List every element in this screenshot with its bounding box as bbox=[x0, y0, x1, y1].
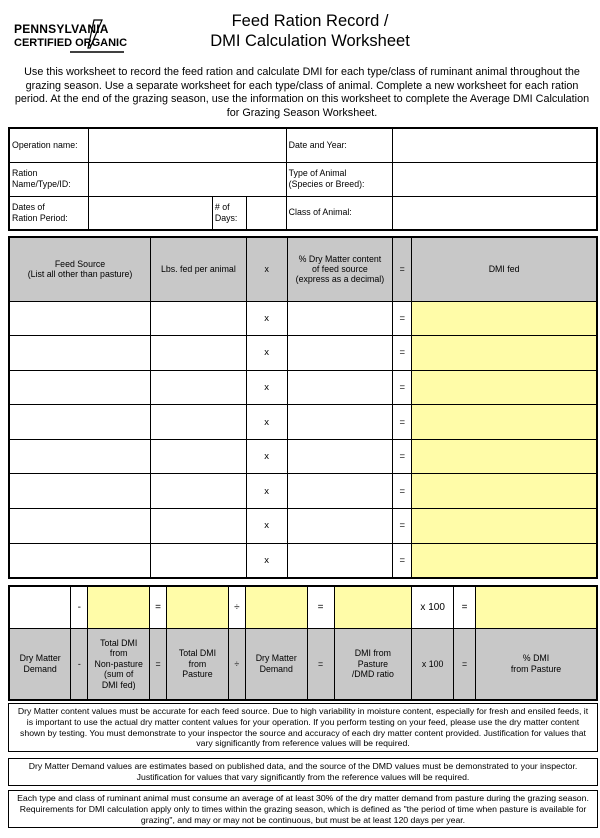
lbs-fed-cell[interactable] bbox=[151, 301, 247, 336]
nonpasture-l5: DMI fed) bbox=[101, 679, 136, 690]
ratio-label bbox=[334, 628, 412, 700]
minus-label: - bbox=[71, 628, 88, 700]
equals-sign: = bbox=[393, 474, 412, 509]
pasture-label bbox=[167, 628, 229, 700]
dry-matter-demand-2-input[interactable] bbox=[245, 586, 307, 628]
feed-source-cell[interactable] bbox=[9, 336, 151, 371]
dmi-fed-cell[interactable] bbox=[412, 370, 597, 405]
dry-matter-cell[interactable] bbox=[287, 439, 393, 474]
ration-label-l1: Ration bbox=[12, 168, 38, 178]
ratio-l2: Pasture bbox=[357, 658, 389, 669]
calc-input-row bbox=[9, 586, 597, 628]
dmi-calculation-table bbox=[8, 585, 598, 701]
dmd2-l2: Demand bbox=[259, 663, 293, 674]
lbs-fed-cell[interactable] bbox=[151, 509, 247, 544]
equals-sign: = bbox=[393, 370, 412, 405]
pennsylvania-certified-organic-logo bbox=[8, 18, 132, 58]
equals-sign: = bbox=[393, 405, 412, 440]
pct-l2: from Pasture bbox=[510, 663, 562, 674]
feed-row bbox=[9, 336, 597, 371]
equals-sign: = bbox=[393, 336, 412, 371]
dry-matter-cell[interactable] bbox=[287, 543, 393, 578]
lbs-fed-cell[interactable] bbox=[151, 405, 247, 440]
feed-source-cell[interactable] bbox=[9, 301, 151, 336]
feed-row bbox=[9, 405, 597, 440]
operation-name-label: Operation name: bbox=[9, 128, 89, 162]
times-sign: x bbox=[246, 301, 287, 336]
dates-label-l2: Ration Period: bbox=[12, 212, 68, 223]
feed-row bbox=[9, 509, 597, 544]
col-equals: = bbox=[393, 237, 412, 301]
feed-source-cell[interactable] bbox=[9, 405, 151, 440]
col-times: x bbox=[246, 237, 287, 301]
feed-row bbox=[9, 370, 597, 405]
equals-sign: = bbox=[393, 439, 412, 474]
dmd2-label bbox=[245, 628, 307, 700]
pasture-l3: Pasture bbox=[182, 669, 213, 679]
times-100-label: x 100 bbox=[412, 628, 454, 700]
lbs-fed-cell[interactable] bbox=[151, 474, 247, 509]
times-sign: x bbox=[246, 474, 287, 509]
equals-label-2: = bbox=[307, 628, 334, 700]
lbs-fed-cell[interactable] bbox=[151, 439, 247, 474]
times-100-sign: x 100 bbox=[412, 586, 454, 628]
times-sign: x bbox=[246, 509, 287, 544]
feed-row bbox=[9, 543, 597, 578]
dry-matter-demand-input[interactable] bbox=[9, 586, 71, 628]
feed-row bbox=[9, 301, 597, 336]
equals-sign-1: = bbox=[150, 586, 167, 628]
logo-line-2: CERTIFIED ORGANIC bbox=[14, 37, 128, 49]
date-year-field[interactable] bbox=[393, 128, 597, 162]
operation-name-field[interactable] bbox=[89, 128, 286, 162]
dmi-fed-cell[interactable] bbox=[412, 474, 597, 509]
dry-matter-cell[interactable] bbox=[287, 509, 393, 544]
feed-table-header bbox=[9, 237, 597, 301]
animal-type-label-l1: Type of Animal bbox=[288, 168, 347, 178]
dmi-pasture-ratio-input[interactable] bbox=[334, 586, 412, 628]
feed-source-cell[interactable] bbox=[9, 370, 151, 405]
equals-label-3: = bbox=[454, 628, 476, 700]
dmi-fed-cell[interactable] bbox=[412, 405, 597, 440]
equals-sign: = bbox=[393, 543, 412, 578]
col-dry-matter bbox=[287, 237, 393, 301]
equals-sign-2: = bbox=[307, 586, 334, 628]
ratio-l3: /DMD ratio bbox=[351, 669, 394, 679]
animal-type-label-l2: (Species or Breed): bbox=[288, 179, 365, 189]
col-feed-source-sub: (List all other than pasture) bbox=[27, 269, 133, 280]
animal-type-label bbox=[286, 162, 393, 196]
dry-matter-cell[interactable] bbox=[287, 370, 393, 405]
feed-source-cell[interactable] bbox=[9, 543, 151, 578]
feed-row bbox=[9, 439, 597, 474]
divide-sign: ÷ bbox=[228, 586, 245, 628]
dmi-fed-cell[interactable] bbox=[412, 543, 597, 578]
dmi-fed-cell[interactable] bbox=[412, 509, 597, 544]
col-dm-l2: of feed source bbox=[312, 264, 368, 275]
lbs-fed-cell[interactable] bbox=[151, 543, 247, 578]
equals-sign: = bbox=[393, 509, 412, 544]
dmi-fed-cell[interactable] bbox=[412, 336, 597, 371]
times-sign: x bbox=[246, 405, 287, 440]
days-label-l1: # of bbox=[214, 201, 230, 212]
title-line-1: Feed Ration Record / bbox=[231, 12, 389, 30]
title-line-2: DMI Calculation Worksheet bbox=[210, 32, 410, 50]
animal-type-field[interactable] bbox=[393, 162, 597, 196]
total-dmi-pasture-input[interactable] bbox=[167, 586, 229, 628]
dates-label-l1: Dates of bbox=[12, 201, 45, 212]
ration-label bbox=[9, 162, 89, 196]
nonpasture-l1: Total DMI bbox=[100, 637, 138, 648]
dmd-label bbox=[9, 628, 71, 700]
col-dmi-fed: DMI fed bbox=[412, 237, 597, 301]
logo-line-1: PENNSYLVANIA bbox=[14, 22, 109, 36]
pasture-l2: from bbox=[188, 658, 207, 669]
intro-paragraph: Use this worksheet to record the feed ration and calculate DMI for each type/class of ruminant animal throughout the grazing season. Use a separate worksheet for each type/class of animal. Complete a new worksheet for each ration period. At the end of the grazing season, use the information on this worksheet to complete the Average DMI Calculation for Grazing Season Worksheet. bbox=[14, 66, 590, 119]
feed-source-cell[interactable] bbox=[9, 474, 151, 509]
nonpasture-l4: (sum of bbox=[104, 669, 134, 679]
feed-source-cell[interactable] bbox=[9, 509, 151, 544]
total-dmi-nonpasture-input[interactable] bbox=[88, 586, 150, 628]
note-pasture-requirement: Each type and class of ruminant animal must consume an average of at least 30% of the dry matter demand from pasture during the grazing season. Requirements for DMI calculation apply only to times within the grazing season, which is defined as "the period of time when pasture is available for grazing", and may or may not be continuous, but must be at least 120 days per year. bbox=[8, 790, 598, 828]
note-dry-matter-content: Dry Matter content values must be accurate for each feed source. Due to high variability in moisture content, especially for fresh and ensiled feeds, it is important to use the actual dry matter content values for your operation. If you perform testing on your feed, please use the dry matter content shown by testing. You must demonstrate to your inspector the source and accuracy of each dry matter content provided. Justification for values that vary significantly from reference values will be required. bbox=[8, 703, 598, 752]
pct-dmi-pasture-input[interactable] bbox=[476, 586, 597, 628]
days-label-l2: Days: bbox=[214, 212, 238, 223]
nonpasture-label bbox=[88, 628, 150, 700]
pct-label bbox=[476, 628, 597, 700]
nonpasture-l3: Non-pasture bbox=[94, 658, 143, 669]
col-feed-source-title: Feed Source bbox=[54, 259, 106, 270]
feed-row bbox=[9, 474, 597, 509]
dates-label bbox=[9, 196, 89, 230]
ration-label-l2: Name/Type/ID: bbox=[12, 179, 71, 189]
pasture-l1: Total DMI bbox=[178, 648, 217, 658]
feed-source-cell[interactable] bbox=[9, 439, 151, 474]
animal-class-label: Class of Animal: bbox=[286, 196, 393, 230]
ration-field[interactable] bbox=[89, 162, 286, 196]
dmi-fed-cell[interactable] bbox=[412, 301, 597, 336]
times-sign: x bbox=[246, 439, 287, 474]
dry-matter-cell[interactable] bbox=[287, 405, 393, 440]
times-sign: x bbox=[246, 370, 287, 405]
times-sign: x bbox=[246, 336, 287, 371]
operation-info-table bbox=[8, 127, 598, 231]
animal-class-field[interactable] bbox=[393, 196, 597, 230]
dry-matter-cell[interactable] bbox=[287, 301, 393, 336]
note-dry-matter-demand: Dry Matter Demand values are estimates based on published data, and the source of the DMD values must be demonstrated to your inspector. Justification for values that vary significantly from the reference values will be required. bbox=[8, 758, 598, 786]
page-title bbox=[160, 11, 460, 51]
divide-label: ÷ bbox=[228, 628, 245, 700]
date-year-label: Date and Year: bbox=[286, 128, 393, 162]
col-dm-sub: (express as a decimal) bbox=[295, 274, 385, 285]
col-dm-l1: % Dry Matter content bbox=[298, 254, 382, 265]
dmi-fed-cell[interactable] bbox=[412, 439, 597, 474]
feed-source-table bbox=[8, 236, 598, 579]
pct-l1: % DMI bbox=[522, 653, 550, 664]
minus-sign: - bbox=[71, 586, 88, 628]
col-lbs-fed: Lbs. fed per animal bbox=[151, 237, 247, 301]
dry-matter-cell[interactable] bbox=[287, 474, 393, 509]
dmd-label-l1: Dry Matter bbox=[19, 653, 61, 664]
lbs-fed-cell[interactable] bbox=[151, 370, 247, 405]
nonpasture-l2: from bbox=[109, 648, 128, 658]
times-sign: x bbox=[246, 543, 287, 578]
dmd2-l1: Dry Matter bbox=[255, 653, 297, 664]
dates-field[interactable] bbox=[89, 196, 212, 230]
ratio-l1: DMI from bbox=[354, 648, 391, 658]
days-field[interactable] bbox=[246, 196, 286, 230]
col-feed-source bbox=[9, 237, 151, 301]
lbs-fed-cell[interactable] bbox=[151, 336, 247, 371]
calc-label-row bbox=[9, 628, 597, 700]
dmd-label-l2: Demand bbox=[23, 663, 57, 674]
equals-label-1: = bbox=[150, 628, 167, 700]
equals-sign: = bbox=[393, 301, 412, 336]
days-label bbox=[212, 196, 246, 230]
equals-sign-3: = bbox=[454, 586, 476, 628]
dry-matter-cell[interactable] bbox=[287, 336, 393, 371]
